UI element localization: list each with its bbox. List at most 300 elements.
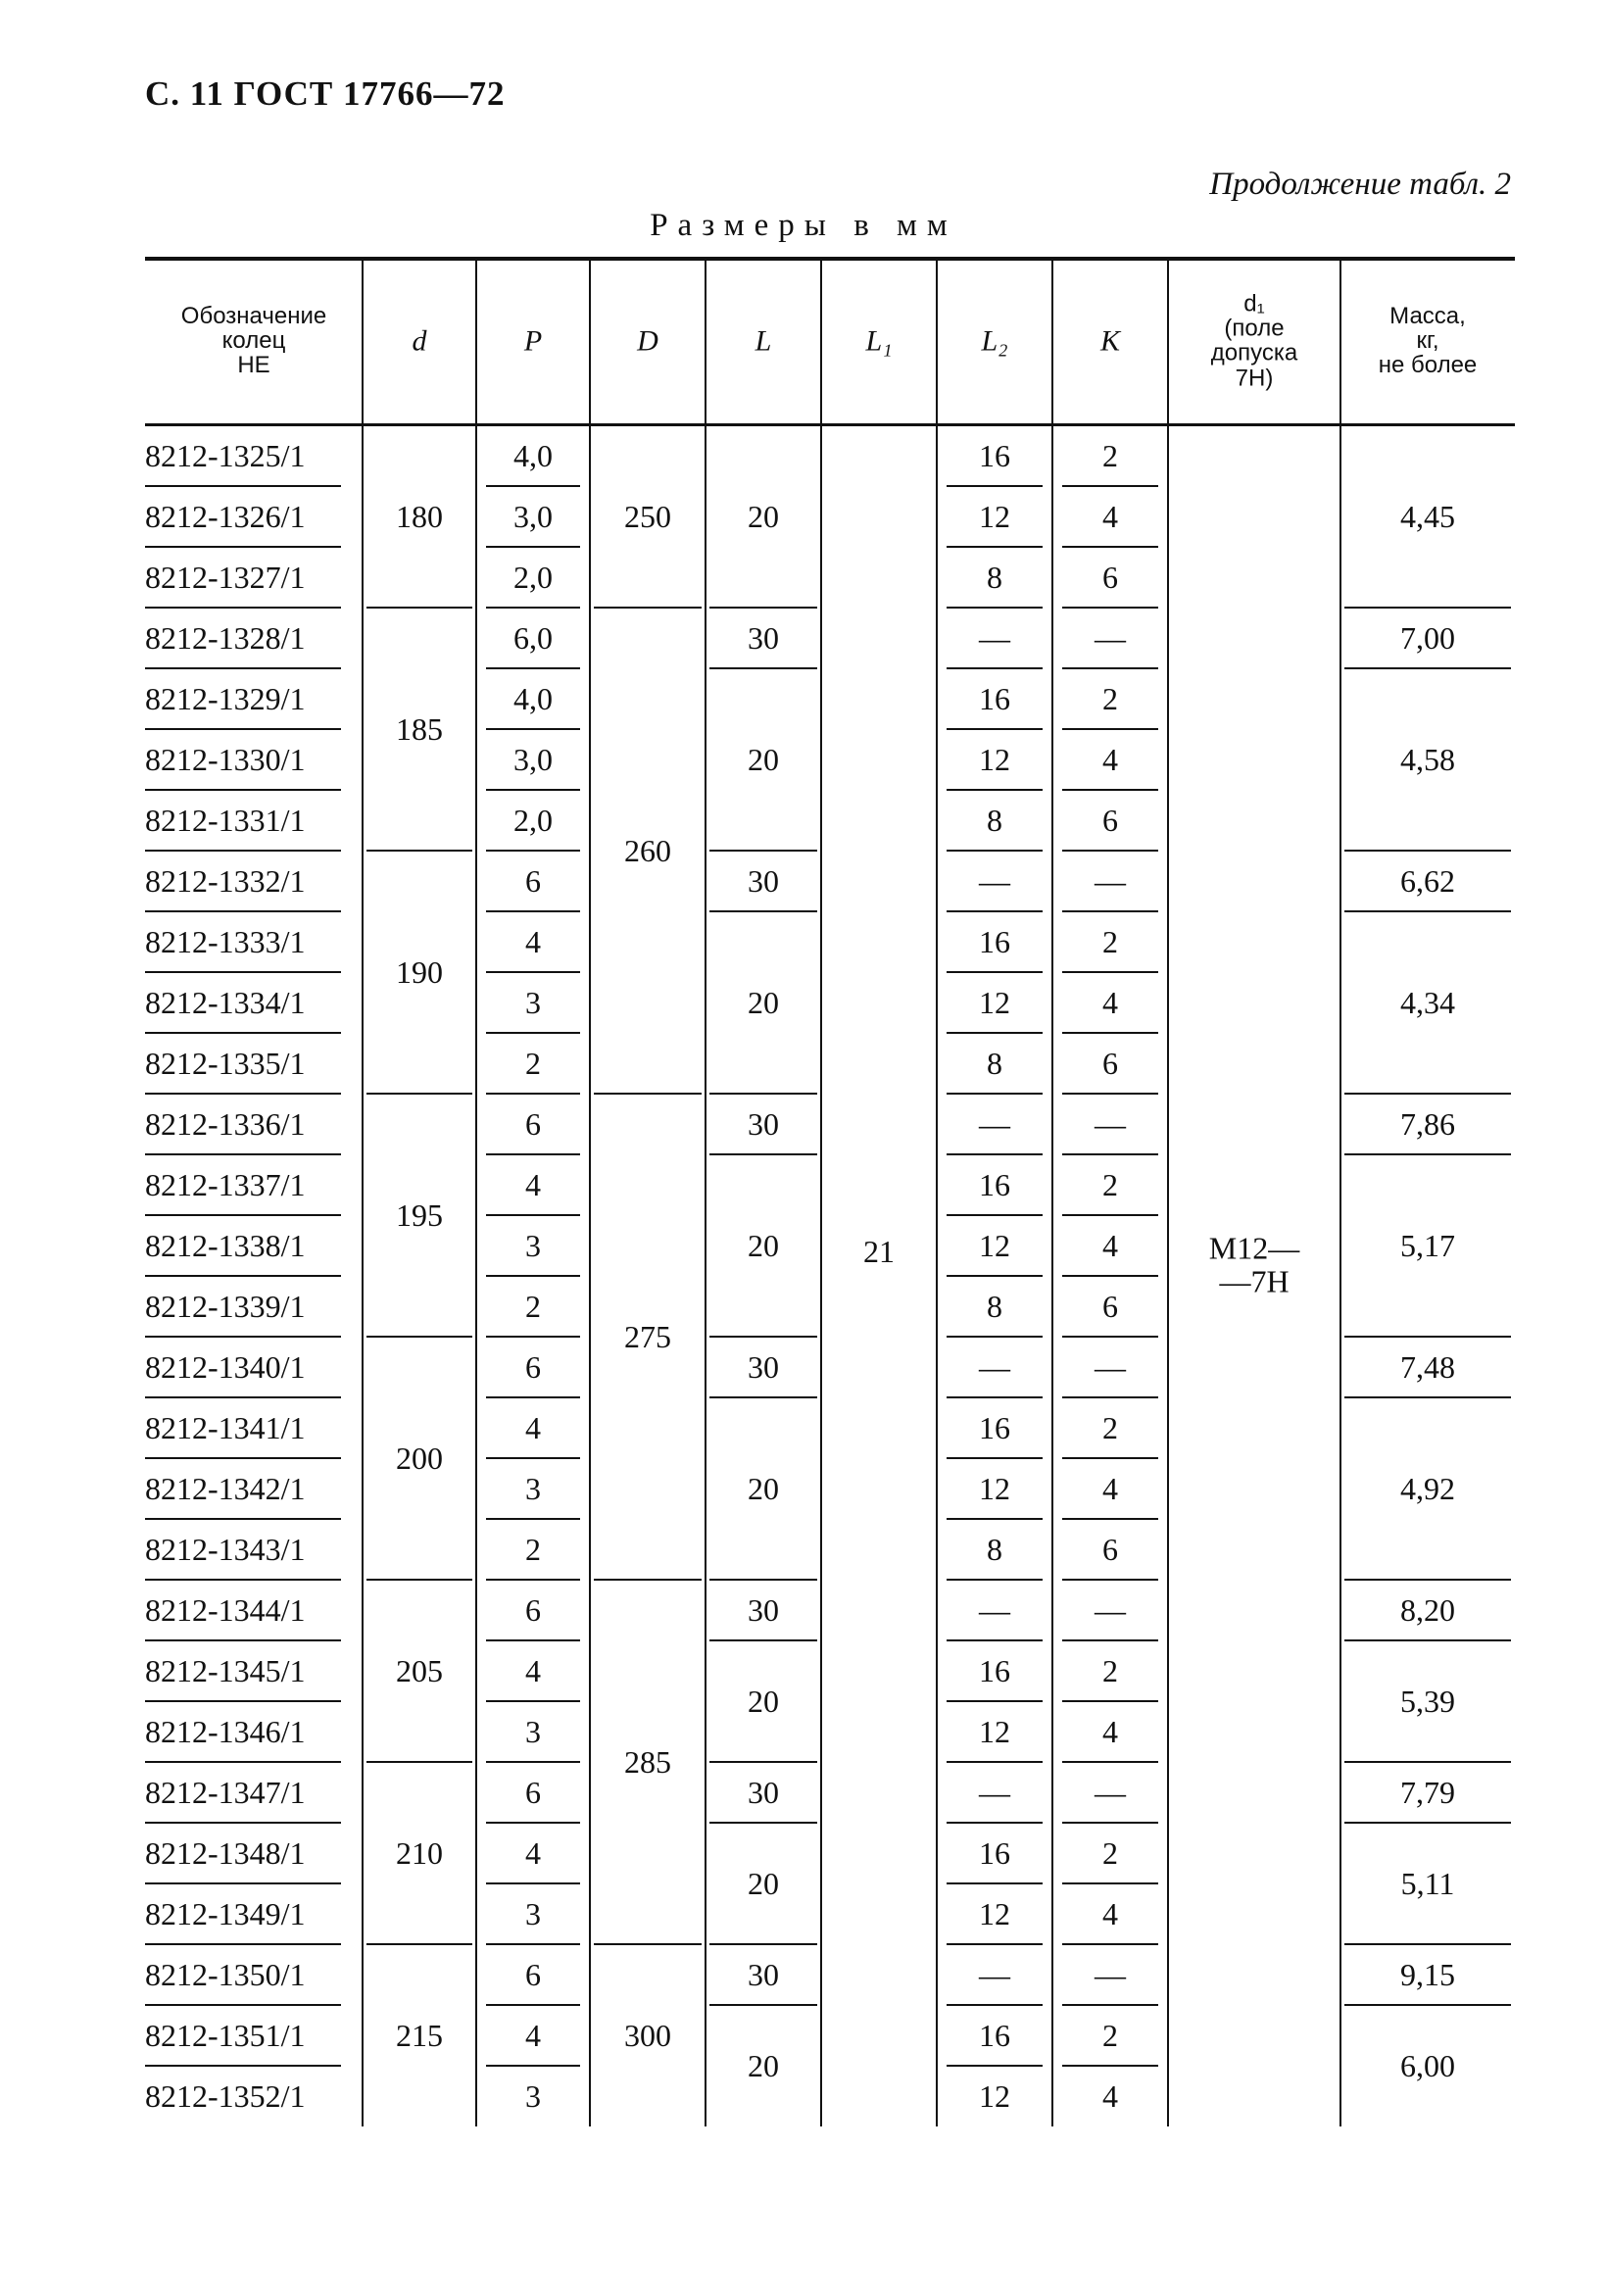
table-cell-p: 4 (525, 2018, 541, 2053)
page-header: С. 11 ГОСТ 17766—72 (145, 74, 506, 113)
table-row-designation: 8212-1352/1 (145, 2078, 306, 2114)
table-cell-l2: 12 (979, 742, 1010, 777)
cell-underline (1062, 1396, 1158, 1398)
table-cell-k: 4 (1102, 1714, 1118, 1749)
table-cell-d: 185 (396, 711, 443, 747)
cell-underline (486, 971, 580, 973)
table-row-designation: 8212-1336/1 (145, 1106, 306, 1142)
row-underline (145, 1457, 341, 1459)
table-cell-p: 3 (525, 985, 541, 1020)
table-cell-l2: 16 (979, 681, 1010, 716)
cell-underline (947, 1396, 1043, 1398)
row-underline (145, 1639, 341, 1641)
table-cell-p: 3 (525, 1228, 541, 1263)
cell-underline (486, 910, 580, 912)
cell-underline (947, 971, 1043, 973)
cell-underline (486, 1882, 580, 1884)
table-cell-k: — (1095, 863, 1126, 899)
table-cell-k: 4 (1102, 742, 1118, 777)
table-cell-d: 205 (396, 1653, 443, 1688)
row-underline (145, 1579, 341, 1581)
table-cell-mass: 4,45 (1400, 499, 1455, 534)
table-cell-k: 2 (1102, 1410, 1118, 1445)
group-divider (366, 1761, 472, 1763)
cell-underline (486, 1396, 580, 1398)
table-cell-mass: 9,15 (1400, 1957, 1455, 1992)
column-divider (705, 257, 706, 2126)
cell-underline (486, 1032, 580, 1034)
group-divider (1344, 1822, 1511, 1824)
cell-underline (1062, 1336, 1158, 1338)
cell-underline (1062, 1214, 1158, 1216)
table-cell-p: 6,0 (513, 620, 553, 656)
cell-underline (947, 485, 1043, 487)
table-cell-l2: 8 (987, 1289, 1002, 1324)
table-cell-mass: 7,79 (1400, 1775, 1455, 1810)
table-row-designation: 8212-1340/1 (145, 1349, 306, 1385)
table-cell-p: 3 (525, 1714, 541, 1749)
table-row-designation: 8212-1348/1 (145, 1835, 306, 1871)
table-cell-k: — (1095, 1775, 1126, 1810)
table-cell-k: 4 (1102, 1471, 1118, 1506)
group-divider (709, 1639, 817, 1641)
table-cell-p: 6 (525, 1957, 541, 1992)
cell-underline (1062, 1639, 1158, 1641)
table-cell-l2: 16 (979, 1167, 1010, 1202)
row-underline (145, 2065, 341, 2067)
cell-underline (1062, 607, 1158, 609)
table-row-designation: 8212-1351/1 (145, 2018, 306, 2053)
row-underline (145, 971, 341, 973)
cell-underline (1062, 1822, 1158, 1824)
table-cell-p: 2,0 (513, 803, 553, 838)
table-cell-p: 6 (525, 1592, 541, 1628)
table-cell-l2: — (979, 620, 1010, 656)
table-cell-p: 2 (525, 1046, 541, 1081)
table-cell-mass: 7,00 (1400, 620, 1455, 656)
table-cell-l: 20 (748, 742, 779, 777)
table-row-designation: 8212-1349/1 (145, 1896, 306, 1931)
table-row-designation: 8212-1335/1 (145, 1046, 306, 1081)
group-divider (1344, 1396, 1511, 1398)
table-row-designation: 8212-1326/1 (145, 499, 306, 534)
table-cell-l2: 12 (979, 985, 1010, 1020)
table-cell-k: 4 (1102, 2078, 1118, 2114)
table-row-designation: 8212-1333/1 (145, 924, 306, 959)
group-divider (366, 1579, 472, 1581)
group-divider (366, 1943, 472, 1945)
table-cell-mass: 6,62 (1400, 863, 1455, 899)
table-row-designation: 8212-1325/1 (145, 438, 306, 473)
cell-underline (1062, 1579, 1158, 1581)
group-divider (594, 607, 702, 609)
table-cell-k: 6 (1102, 1532, 1118, 1567)
cell-underline (486, 789, 580, 791)
table-cell-k: — (1095, 1592, 1126, 1628)
group-divider (1344, 607, 1511, 609)
table-cell-p: 6 (525, 1775, 541, 1810)
cell-underline (947, 1700, 1043, 1702)
table-cell-l2: — (979, 1349, 1010, 1385)
row-underline (145, 485, 341, 487)
table-cell-p: 2 (525, 1532, 541, 1567)
cell-underline (486, 1153, 580, 1155)
table-cell-l2: 8 (987, 803, 1002, 838)
cell-underline (947, 1943, 1043, 1945)
row-underline (145, 728, 341, 730)
row-underline (145, 910, 341, 912)
table-row-designation: 8212-1329/1 (145, 681, 306, 716)
column-divider (936, 257, 938, 2126)
table-cell-mass: 6,00 (1400, 2048, 1455, 2083)
cell-underline (947, 728, 1043, 730)
cell-underline (486, 1275, 580, 1277)
table-cell-k: 2 (1102, 924, 1118, 959)
column-divider (475, 257, 477, 2126)
cell-underline (1062, 850, 1158, 852)
row-underline (145, 789, 341, 791)
header-l: L (755, 324, 772, 358)
group-divider (709, 667, 817, 669)
cell-underline (947, 1275, 1043, 1277)
table-cell-k: 4 (1102, 985, 1118, 1020)
table-cell-l2: 8 (987, 560, 1002, 595)
table-cell-d: 190 (396, 954, 443, 990)
table-cell-k: 6 (1102, 560, 1118, 595)
cell-underline (1062, 1882, 1158, 1884)
table-header-rule (145, 423, 1515, 426)
column-divider (820, 257, 822, 2126)
table-cell-p: 4 (525, 1410, 541, 1445)
table-cell-l2: 8 (987, 1046, 1002, 1081)
table-cell-p: 2 (525, 1289, 541, 1324)
cell-underline (947, 789, 1043, 791)
table-cell-p: 4,0 (513, 438, 553, 473)
row-underline (145, 667, 341, 669)
table-cell-p: 3 (525, 1896, 541, 1931)
cell-underline (486, 1093, 580, 1095)
table-cell-mass: 4,58 (1400, 742, 1455, 777)
group-divider (594, 1579, 702, 1581)
group-divider (1344, 1639, 1511, 1641)
cell-underline (947, 850, 1043, 852)
table-cell-l2: 16 (979, 1653, 1010, 1688)
cell-underline (1062, 1275, 1158, 1277)
cell-underline (486, 1761, 580, 1763)
cell-underline (486, 1700, 580, 1702)
table-cell-l2: 16 (979, 1410, 1010, 1445)
table-cell-l: 20 (748, 1684, 779, 1719)
cell-underline (947, 910, 1043, 912)
cell-underline (1062, 1518, 1158, 1520)
cell-underline (947, 1214, 1043, 1216)
group-divider (594, 1093, 702, 1095)
table-cell-p: 6 (525, 863, 541, 899)
cell-underline (486, 1943, 580, 1945)
table-cell-k: 6 (1102, 1289, 1118, 1324)
table-row-designation: 8212-1345/1 (145, 1653, 306, 1688)
table-cell-mass: 4,92 (1400, 1471, 1455, 1506)
group-divider (1344, 1336, 1511, 1338)
row-underline (145, 1214, 341, 1216)
table-cell-l: 30 (748, 620, 779, 656)
table-row-designation: 8212-1328/1 (145, 620, 306, 656)
table-cell-p: 4 (525, 1167, 541, 1202)
cell-underline (947, 607, 1043, 609)
cell-underline (947, 1579, 1043, 1581)
cell-underline (486, 1336, 580, 1338)
group-divider (1344, 1579, 1511, 1581)
table-cell-k: 2 (1102, 1167, 1118, 1202)
table-cell-l: 30 (748, 863, 779, 899)
table-cell-p: 3,0 (513, 742, 553, 777)
table-cell-l2: — (979, 1592, 1010, 1628)
table-cell-l: 20 (748, 1471, 779, 1506)
row-underline (145, 1093, 341, 1095)
table-cell-k: — (1095, 620, 1126, 656)
cell-underline (1062, 2004, 1158, 2006)
group-divider (1344, 1153, 1511, 1155)
group-divider (709, 607, 817, 609)
cell-underline (1062, 667, 1158, 669)
cell-underline (947, 1153, 1043, 1155)
table-cell-k: 2 (1102, 2018, 1118, 2053)
row-underline (145, 1700, 341, 1702)
row-underline (145, 1518, 341, 1520)
group-divider (366, 607, 472, 609)
group-divider (709, 1943, 817, 1945)
row-underline (145, 1761, 341, 1763)
row-underline (145, 1336, 341, 1338)
table-cell-d: 180 (396, 499, 443, 534)
row-underline (145, 546, 341, 548)
cell-underline (486, 1457, 580, 1459)
table-cell-l2: 12 (979, 1896, 1010, 1931)
table-cell-outer-d: 300 (624, 2018, 671, 2053)
table-cell-mass: 5,17 (1400, 1228, 1455, 1263)
cell-underline (486, 1822, 580, 1824)
table-row-designation: 8212-1339/1 (145, 1289, 306, 1324)
table-cell-l2: 16 (979, 2018, 1010, 2053)
cell-underline (1062, 789, 1158, 791)
table-cell-mass: 5,39 (1400, 1684, 1455, 1719)
column-divider (1167, 257, 1169, 2126)
cell-underline (486, 607, 580, 609)
group-divider (709, 1093, 817, 1095)
table-cell-p: 6 (525, 1349, 541, 1385)
table-cell-k: — (1095, 1349, 1126, 1385)
table-cell-p: 4 (525, 1653, 541, 1688)
cell-underline (947, 2065, 1043, 2067)
cell-underline (486, 485, 580, 487)
row-underline (145, 1275, 341, 1277)
specification-table (145, 257, 1515, 2164)
cell-underline (486, 728, 580, 730)
header-l1: L₁ (865, 324, 893, 358)
cell-underline (486, 546, 580, 548)
table-cell-l2: 16 (979, 1835, 1010, 1871)
cell-underline (486, 1518, 580, 1520)
row-underline (145, 850, 341, 852)
group-divider (1344, 1943, 1511, 1945)
cell-underline (947, 667, 1043, 669)
table-row-designation: 8212-1332/1 (145, 863, 306, 899)
table-cell-k: 2 (1102, 438, 1118, 473)
group-divider (709, 1761, 817, 1763)
table-cell-k: 2 (1102, 681, 1118, 716)
table-row-designation: 8212-1330/1 (145, 742, 306, 777)
group-divider (709, 1396, 817, 1398)
table-row-designation: 8212-1334/1 (145, 985, 306, 1020)
group-divider (709, 1153, 817, 1155)
cell-underline (486, 667, 580, 669)
row-underline (145, 1882, 341, 1884)
table-cell-l: 30 (748, 1106, 779, 1142)
table-cell-outer-d: 260 (624, 833, 671, 868)
group-divider (594, 1943, 702, 1945)
table-cell-l2: 8 (987, 1532, 1002, 1567)
table-row-designation: 8212-1343/1 (145, 1532, 306, 1567)
group-divider (709, 1579, 817, 1581)
table-cell-l2: 12 (979, 1471, 1010, 1506)
table-cell-mass: 7,86 (1400, 1106, 1455, 1142)
group-divider (366, 850, 472, 852)
table-cell-l: 30 (748, 1349, 779, 1385)
group-divider (709, 1336, 817, 1338)
header-l2: L₂ (981, 324, 1008, 358)
table-row-designation: 8212-1331/1 (145, 803, 306, 838)
cell-underline (947, 2004, 1043, 2006)
table-row-designation: 8212-1342/1 (145, 1471, 306, 1506)
cell-underline (1062, 1457, 1158, 1459)
cell-underline (947, 1093, 1043, 1095)
table-cell-outer-d: 285 (624, 1744, 671, 1780)
group-divider (709, 850, 817, 852)
cell-underline (486, 2065, 580, 2067)
cell-underline (947, 1761, 1043, 1763)
group-divider (1344, 850, 1511, 852)
group-divider (1344, 1093, 1511, 1095)
row-underline (145, 1943, 341, 1945)
table-cell-p: 3,0 (513, 499, 553, 534)
table-cell-d: 195 (396, 1197, 443, 1233)
cell-underline (1062, 910, 1158, 912)
column-divider (1339, 257, 1341, 2126)
column-divider (1051, 257, 1053, 2126)
table-continuation-label: Продолжение табл. 2 (1209, 167, 1511, 202)
cell-underline (947, 546, 1043, 548)
cell-underline (947, 1336, 1043, 1338)
table-cell-mass: 4,34 (1400, 985, 1455, 1020)
table-cell-l2: — (979, 1775, 1010, 1810)
table-row-designation: 8212-1338/1 (145, 1228, 306, 1263)
table-cell-k: 2 (1102, 1653, 1118, 1688)
table-cell-k: — (1095, 1106, 1126, 1142)
cell-underline (947, 1032, 1043, 1034)
cell-underline (947, 1457, 1043, 1459)
table-row-designation: 8212-1346/1 (145, 1714, 306, 1749)
group-divider (1344, 667, 1511, 669)
header-d: D (637, 324, 658, 358)
group-divider (1344, 1761, 1511, 1763)
table-row-designation: 8212-1327/1 (145, 560, 306, 595)
column-divider (362, 257, 364, 2126)
table-cell-l: 30 (748, 1775, 779, 1810)
cell-underline (1062, 1761, 1158, 1763)
table-row-designation: 8212-1347/1 (145, 1775, 306, 1810)
group-divider (1344, 2004, 1511, 2006)
table-cell-outer-d: 250 (624, 499, 671, 534)
table-cell-p: 3 (525, 1471, 541, 1506)
table-cell-k: 4 (1102, 1896, 1118, 1931)
table-cell-l2: 12 (979, 1228, 1010, 1263)
cell-underline (947, 1822, 1043, 1824)
table-top-rule (145, 257, 1515, 261)
table-cell-l: 30 (748, 1957, 779, 1992)
row-underline (145, 1822, 341, 1824)
row-underline (145, 2004, 341, 2006)
header-d1: d₁ (поле допуска 7Н) (1210, 290, 1298, 392)
header-designation: Обозначение колец НЕ (180, 303, 327, 379)
table-cell-l2: 12 (979, 2078, 1010, 2114)
header-p: P (523, 324, 543, 358)
table-cell-k: — (1095, 1957, 1126, 1992)
group-divider (709, 910, 817, 912)
group-divider (709, 1822, 817, 1824)
table-cell-p: 2,0 (513, 560, 553, 595)
table-cell-mass: 8,20 (1400, 1592, 1455, 1628)
table-cell-k: 4 (1102, 1228, 1118, 1263)
cell-underline (486, 1639, 580, 1641)
table-cell-k: 4 (1102, 499, 1118, 534)
table-row-designation: 8212-1337/1 (145, 1167, 306, 1202)
cell-underline (1062, 1032, 1158, 1034)
table-cell-mass: 5,11 (1400, 1866, 1455, 1901)
column-divider (589, 257, 591, 2126)
table-cell-outer-d: 275 (624, 1319, 671, 1354)
cell-underline (1062, 1093, 1158, 1095)
cell-underline (486, 1579, 580, 1581)
table-cell-l1: 21 (863, 1234, 895, 1269)
group-divider (1344, 910, 1511, 912)
table-cell-k: 2 (1102, 1835, 1118, 1871)
table-cell-l: 20 (748, 499, 779, 534)
group-divider (366, 1336, 472, 1338)
table-cell-l: 20 (748, 1866, 779, 1901)
table-cell-d1: M12— —7H (1208, 1230, 1300, 1298)
cell-underline (947, 1882, 1043, 1884)
table-row-designation: 8212-1341/1 (145, 1410, 306, 1445)
header-d: d (412, 324, 427, 358)
table-row-designation: 8212-1344/1 (145, 1592, 306, 1628)
cell-underline (486, 1214, 580, 1216)
cell-underline (947, 1518, 1043, 1520)
cell-underline (1062, 2065, 1158, 2067)
row-underline (145, 1032, 341, 1034)
table-cell-p: 6 (525, 1106, 541, 1142)
dimensions-note: Размеры в мм (650, 208, 957, 243)
cell-underline (1062, 728, 1158, 730)
row-underline (145, 607, 341, 609)
table-cell-k: 6 (1102, 803, 1118, 838)
header-mass: Масса, кг, не более (1378, 303, 1478, 379)
table-cell-l2: 16 (979, 438, 1010, 473)
table-cell-l2: 16 (979, 924, 1010, 959)
group-divider (709, 2004, 817, 2006)
cell-underline (1062, 1943, 1158, 1945)
cell-underline (1062, 485, 1158, 487)
table-cell-mass: 7,48 (1400, 1349, 1455, 1385)
